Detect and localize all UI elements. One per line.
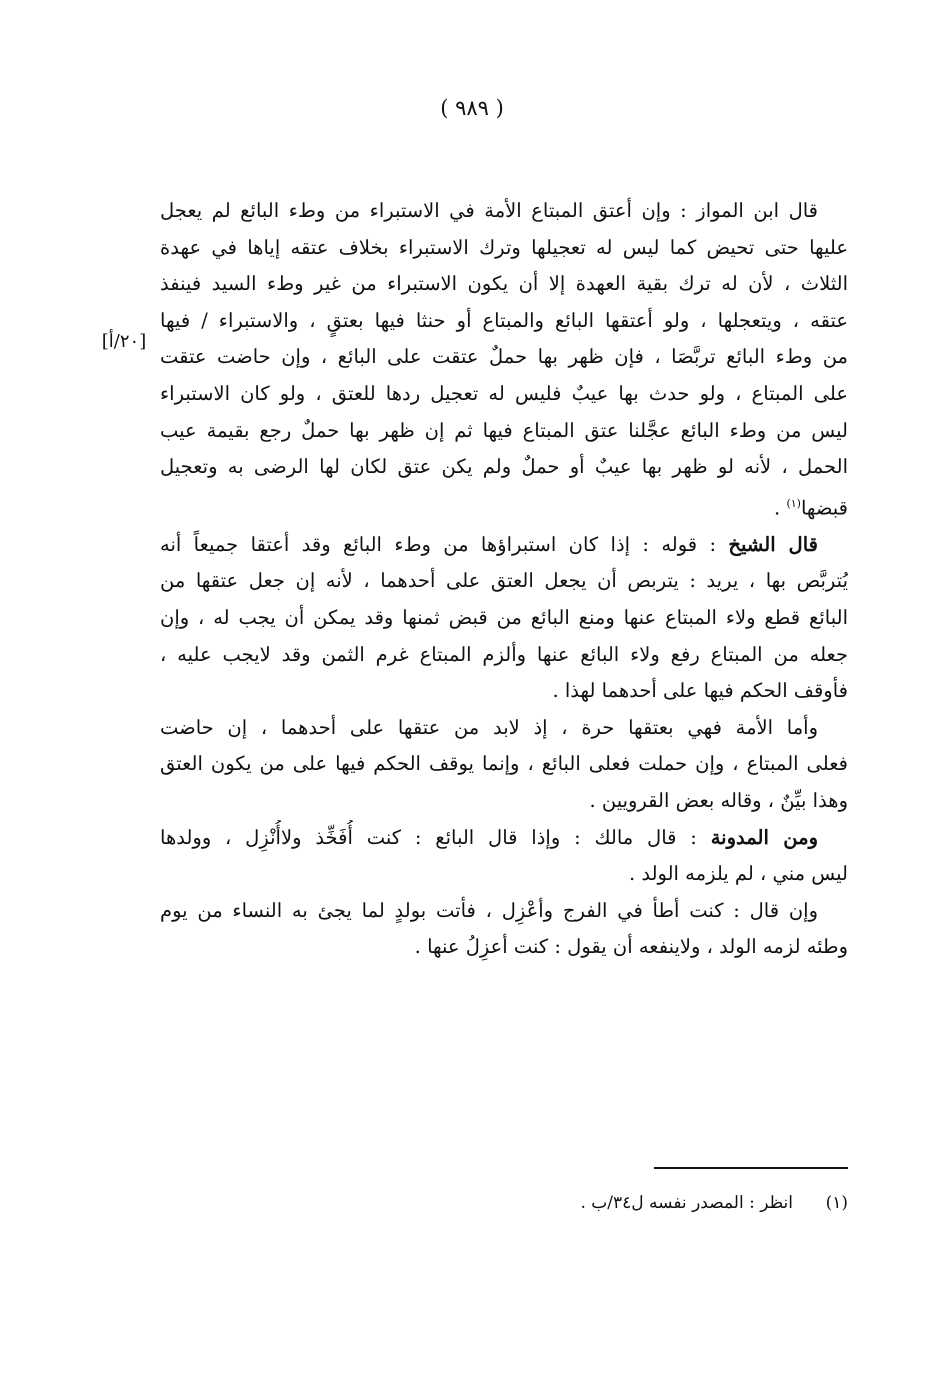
footnote — [360, 1193, 848, 1213]
footnote-text: انظر : المصدر نفسه ل٣٤/ب . — [580, 1193, 793, 1213]
text-fragment: . — [774, 496, 787, 520]
text-fragment: : قال مالك : وإذا قال البائع : كنت أُفَخِّذ ولاأُنْزِل ، وولدها — [160, 825, 711, 849]
text-line — [160, 486, 848, 527]
text-line: يُتربَّص بها ، يريد : يتربص أن يجعل العتق على أحدهما ، لأنه إن جعل عتقها من — [160, 569, 848, 593]
text-line — [160, 527, 848, 564]
text-fragment: : قوله : إذا كان استبراؤها من وطء البائع وقد أعتقا جميعاً أنه — [160, 532, 729, 556]
text-line: فأوقف الحكم فيها على أحدهما لهذا . — [552, 679, 848, 703]
text-line: عتقه ، ويتعجلها ، ولو أعتقها البائع والمبتاع أو حنثا فيها بعتقٍ ، والاستبراء / فيها — [160, 308, 848, 332]
footnote-number: (١) — [825, 1193, 848, 1213]
page-number: ( ٩٨٩ ) — [440, 96, 504, 120]
section-lead: قال الشيخ — [728, 532, 818, 556]
text-line: وهذا بيِّنٌ ، وقاله بعض القرويين . — [589, 789, 848, 812]
section-lead: ومن المدونة — [710, 825, 818, 849]
footnote-divider — [654, 1167, 848, 1169]
text-line: فعلى المبتاع ، وإن حملت فعلى البائع ، وإنما يوقف الحكم فيها على من يكون العتق — [160, 752, 848, 776]
text-line: الحمل ، لأنه لو ظهر بها عيبٌ أو حملٌ ولم يكن عتق لكان لها الرضى به وتعجيل — [160, 455, 848, 479]
text-line: قال ابن المواز : وإن أعتق المبتاع الأمة في الاستبراء من وطء البائع لم يعجل — [160, 199, 818, 222]
text-line: ليس من وطء البائع عجَّلنا عتق المبتاع فيها ثم إن ظهر بها حملٌ رجع بقيمة عيب — [160, 418, 848, 442]
text-line — [160, 820, 848, 857]
footnote-ref: (١) — [786, 496, 801, 510]
text-line: وإن قال : كنت أطأ في الفرج وأعْزِل ، فأتت بولدٍ لما يجئ به النساء من يوم — [160, 898, 818, 922]
text-fragment: قبضها — [800, 496, 848, 520]
text-line: جعله من المبتاع رفع ولاء البائع عنها وألزم المبتاع غرم الثمن وقد لايجب عليه ، — [160, 642, 848, 666]
text-line: من وطء البائع تربَّصَا ، فإن ظهر بها حملٌ عتقت على البائع ، وإن حاضت عتقت — [160, 345, 848, 369]
text-line: البائع قطع ولاء المبتاع عنها ومنع البائع من قبض ثمنها وقد يمكن أن يجب له ، وإن — [160, 606, 848, 630]
margin-note: [٢٠/أ] — [101, 331, 147, 352]
text-line: ليس مني ، لم يلزمه الولد . — [628, 862, 848, 886]
text-line: وطئه لزمه الولد ، ولاينفعه أن يقول : كنت أعزِلُ عنها . — [414, 935, 848, 959]
text-line: عليها حتى تحيض كما ليس له تعجيلها وترك الاستبراء بخلاف عتقه إياها في عهدة — [160, 235, 848, 259]
text-line: وأما الأمة فهي بعتقها حرة ، إذ لابد من عتقها على أحدهما ، إن حاضت — [160, 715, 818, 739]
main-text — [160, 193, 848, 966]
text-line: على المبتاع ، ولو حدث بها عيبٌ فليس له تعجيل ردها للعتق ، ولو كان الاستبراء — [160, 381, 848, 405]
text-line: الثلاث ، لأن له ترك بقية العهدة إلا أن يكون الاستبراء من غير وطء السيد فينفذ — [160, 272, 848, 296]
